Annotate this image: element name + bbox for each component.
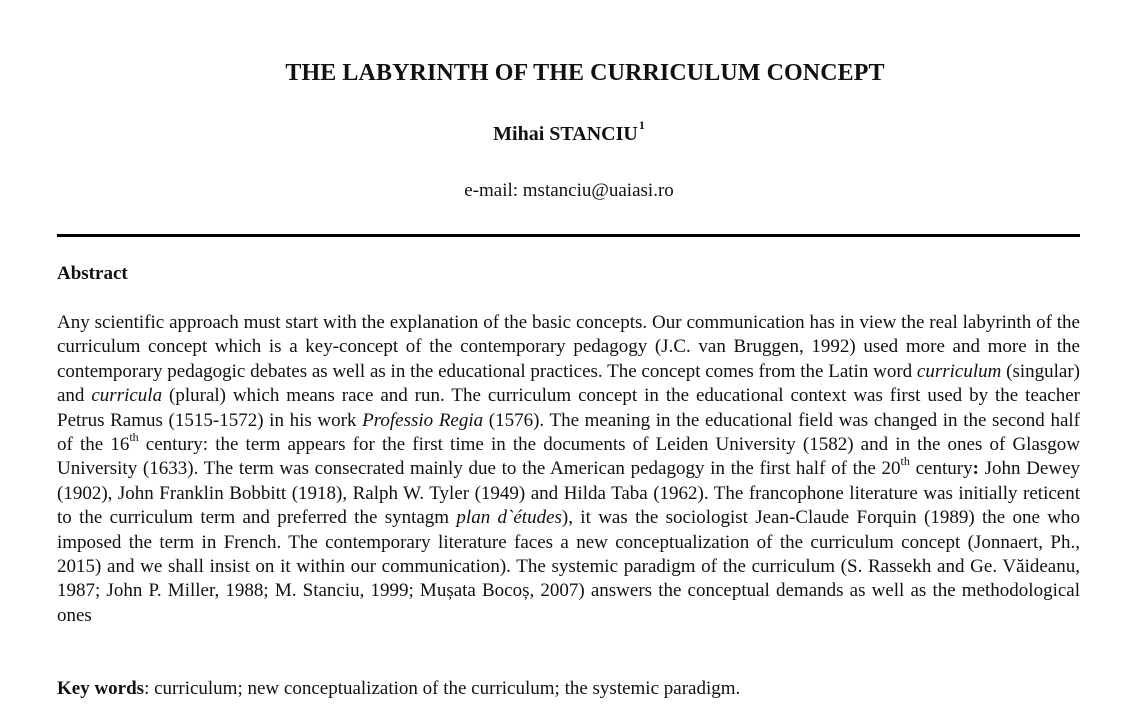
- abstract-heading: Abstract: [57, 263, 128, 284]
- abstract-term-curriculum: curriculum: [916, 360, 1002, 382]
- abstract-body: [57, 311, 1080, 628]
- abstract-segment: (1576). The meaning in the educational field was changed in the second half of the 16: [57, 409, 1080, 456]
- abstract-bold-colon: :: [972, 458, 979, 480]
- abstract-segment: century: the term appears for the first time in the documents of Leiden University (1582) and in the ones of Glasgow University (1633). The term was consecrated mainly due to the American pedagogy in the first half of the 20: [57, 434, 1080, 480]
- abstract-term-curricula: curricula: [91, 385, 163, 407]
- author-email: e-mail: mstanciu@uaiasi.ro: [464, 180, 674, 201]
- ordinal-superscript: th: [900, 454, 910, 469]
- paper-title: THE LABYRINTH OF THE CURRICULUM CONCEPT: [285, 60, 885, 86]
- abstract-segment: Any scientific approach must start with the explanation of the basic concepts. Our communication has in view the real labyrinth of the curriculum concept which is a key-concept of the contemporary pedagogy (J.C. van Bruggen, 1992) used more and more in the contemporary pedagogic debates as well as in the educational practices. The concept comes from the Latin word: [57, 312, 1080, 382]
- keywords-text: : curriculum; new conceptualization of the curriculum; the systemic paradigm.: [144, 678, 741, 699]
- author-name: Mihai STANCIU: [493, 123, 638, 145]
- abstract-term-plan-etudes: plan d`études: [456, 507, 562, 529]
- author-footnote-marker: 1: [638, 118, 645, 133]
- keywords-line: [57, 677, 1080, 701]
- abstract-segment: century: [909, 458, 973, 480]
- abstract-work-title: Professio Regia: [362, 409, 484, 431]
- author-line: [0, 118, 1138, 147]
- keywords-label: Key words: [57, 678, 145, 699]
- abstract-segment: ), it was the sociologist Jean-Claude Forquin (1989) the one who imposed the term in French. The contemporary literature faces a new conceptualization of the curriculum concept (Jonnaert, Ph., 2015) and we shall insist on it within our communication). The systemic paradigm of the curriculum (S. Rassekh and Ge. Văideanu, 1987; John P. Miller, 1988; M. Stanciu, 1999; Mușata Bocoș, 2007) answers the conceptual demands as well as the methodological ones: [57, 507, 1080, 626]
- ordinal-superscript: th: [129, 429, 139, 444]
- abstract-segment: John Dewey (1902), John Franklin Bobbitt (1918), Ralph W. Tyler (1949) and Hilda Taba (1962). The francophone literature was initially reticent to the curriculum term and preferred the syntagm: [57, 458, 1081, 529]
- header-divider: [57, 234, 1080, 237]
- abstract-segment: (singular) and: [57, 360, 1080, 407]
- abstract-segment: (plural) which means race and run. The curriculum concept in the educational context was first used by the teacher Petrus Ramus (1515-1572) in his work: [57, 385, 1080, 431]
